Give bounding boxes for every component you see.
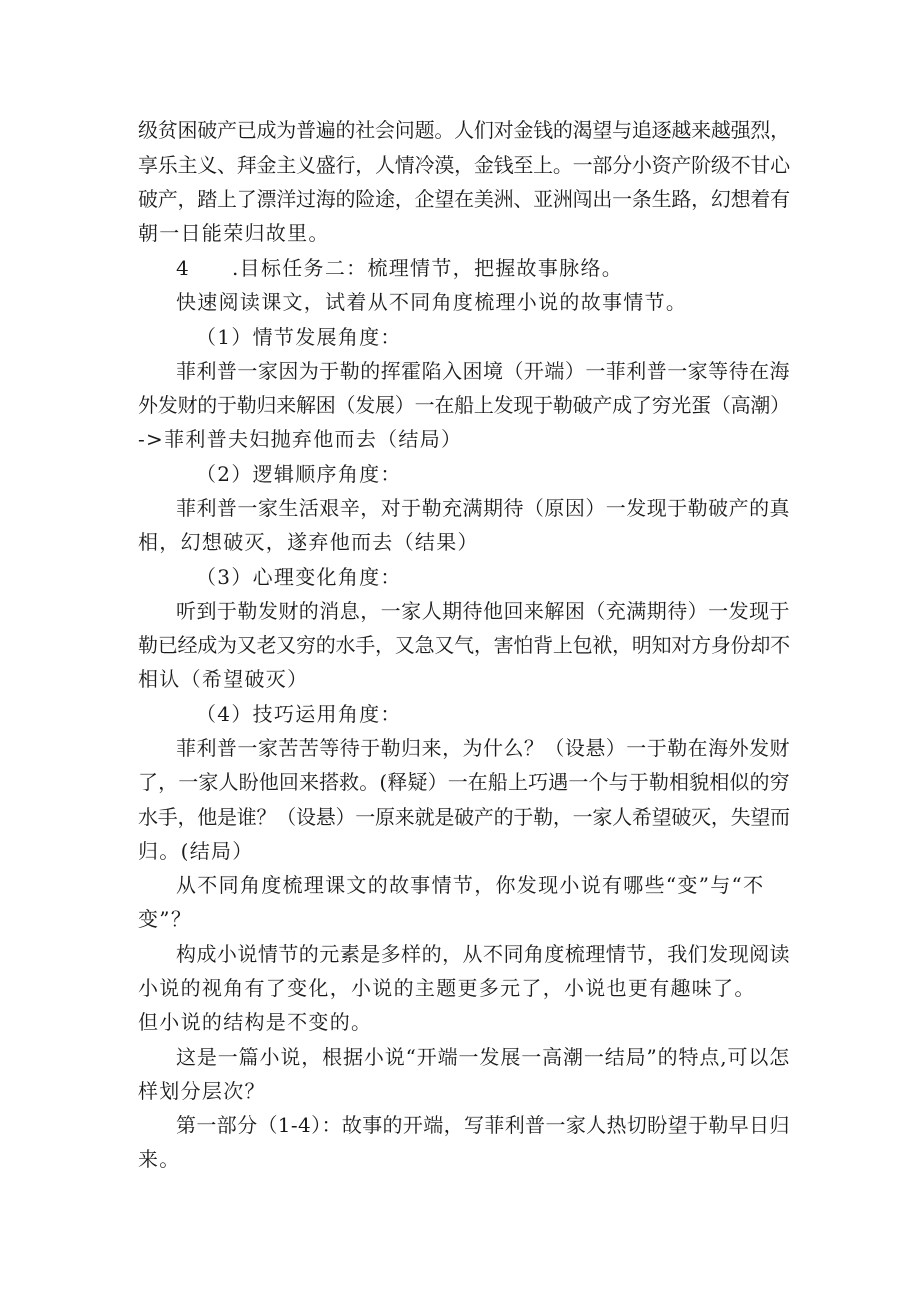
paragraph-line: 从不同角度梳理课文的故事情节，你发现小说有哪些“变”与“不	[176, 873, 765, 897]
paragraph-line: 第一部分（1-4）：故事的开端，写菲利普一家人热切盼望于勒早日归	[176, 1113, 790, 1137]
paragraph-line: 样划分层次？	[138, 1079, 266, 1103]
list-number: 4	[176, 256, 191, 280]
paragraph-line: 来。	[138, 1147, 181, 1171]
paragraph-line: 菲利普一家苦苦等待于勒归来，为什么？（设悬）一于勒在海外发财	[176, 736, 790, 760]
paragraph-line: 享乐主义、拜金主义盛行，人情冷漠，金钱至上。一部分小资产阶级不甘心	[138, 153, 790, 177]
paragraph-line: 构成小说情节的元素是多样的，从不同角度梳理情节，我们发现阅读	[176, 942, 790, 966]
subheading: （3）心理变化角度：	[196, 565, 402, 589]
paragraph-line: 了，一家人盼他回来搭救。(释疑）一在船上巧遇一个与于勒相貌相似的穷	[138, 770, 790, 794]
paragraph-line: 小说的视角有了变化，小说的主题更多元了，小说也更有趣味了。	[138, 976, 756, 1000]
paragraph-line: 外发财的于勒归来解困（发展）一在船上发现于勒破产成了穷光蛋（高潮）	[138, 393, 790, 417]
paragraph-line: 水手，他是谁？（设悬）一原来就是破产的于勒，一家人希望破灭，失望而	[138, 805, 790, 829]
subheading: （4）技巧运用角度：	[196, 702, 402, 726]
paragraph-line: 听到于勒发财的消息，一家人期待他回来解困（充满期待）一发现于	[176, 599, 790, 623]
paragraph-line: ->菲利普夫妇抛弃他而去（结局）	[138, 427, 463, 451]
subheading: （2）逻辑顺序角度：	[196, 462, 402, 486]
paragraph-line: 菲利普一家生活艰辛，对于勒充满期待（原因）一发现于勒破产的真	[176, 496, 790, 520]
paragraph-line: 朝一日能荣归故里。	[138, 221, 330, 245]
subheading: （1）情节发展角度：	[196, 325, 402, 349]
paragraph-line: 相认（希望破灭）	[138, 667, 309, 691]
paragraph-line: 变”？	[138, 907, 193, 931]
paragraph-line: 勒已经成为又老又穷的水手，又急又气，害怕背上包袱，明知对方身份却不	[138, 633, 790, 657]
paragraph-line: 菲利普一家因为于勒的挥霍陷入困境（开端）一菲利普一家等待在海	[176, 359, 790, 383]
paragraph-line: 破产，踏上了漂洋过海的险途，企望在美洲、亚洲闯出一条生路，幻想着有	[138, 187, 790, 211]
paragraph-line: 这是一篇小说，根据小说“开端一发展一高潮一结局”的特点,可以怎	[176, 1045, 791, 1069]
paragraph-line: 相，幻想破灭，遂弃他而去（结果）	[138, 530, 479, 554]
section-heading: .目标任务二：梳理情节，把握故事脉络。	[232, 256, 624, 280]
paragraph-line: 归。(结局）	[138, 839, 254, 863]
paragraph-line: 快速阅读课文，试着从不同角度梳理小说的故事情节。	[176, 290, 688, 314]
paragraph-line: 级贫困破产已成为普遍的社会问题。人们对金钱的渴望与追逐越来越强烈，	[138, 118, 790, 142]
paragraph-line: 但小说的结构是不变的。	[138, 1010, 373, 1034]
